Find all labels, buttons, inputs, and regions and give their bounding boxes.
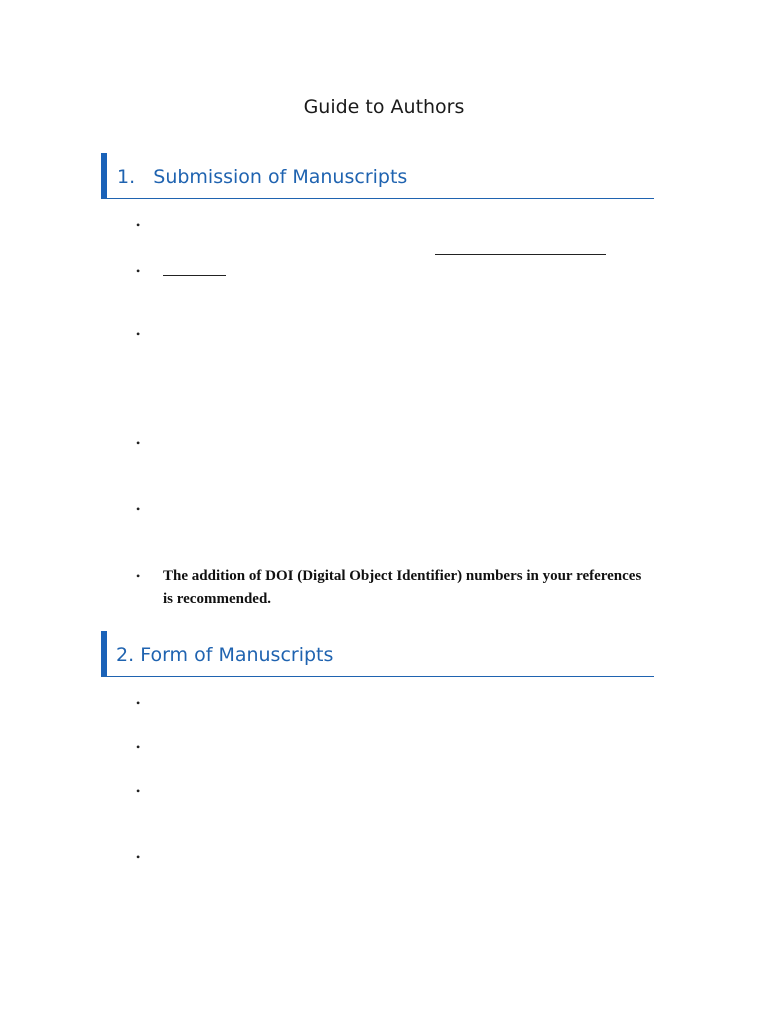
doi-recommendation-text: The addition of DOI (Digital Object Identifier) numbers in your references is recommended.	[163, 568, 642, 607]
list-bullet: •	[136, 264, 141, 278]
underlined-link-placeholder[interactable]	[163, 275, 226, 276]
list-bullet: •	[136, 436, 141, 450]
section-title: Form of Manuscripts	[140, 644, 334, 666]
underlined-link-placeholder[interactable]	[435, 254, 606, 255]
section-heading-title	[117, 166, 407, 188]
list-bullet: •	[136, 696, 141, 710]
list-bullet: •	[136, 218, 141, 232]
list-bullet: •	[136, 327, 141, 341]
section-heading-submission	[101, 153, 654, 199]
section-heading-form	[101, 631, 654, 677]
list-bullet: •	[136, 569, 141, 583]
section-accent-bar	[101, 631, 107, 676]
list-bullet: •	[136, 784, 141, 798]
section-accent-bar	[101, 153, 107, 198]
list-bullet: •	[136, 850, 141, 864]
section-title: Submission of Manuscripts	[153, 166, 408, 188]
section-heading-title	[116, 644, 333, 666]
page-title: Guide to Authors	[303, 96, 465, 118]
list-bullet: •	[136, 740, 141, 754]
list-bullet: •	[136, 502, 141, 516]
section-number: 1.	[117, 166, 136, 188]
section-number: 2.	[116, 644, 135, 666]
